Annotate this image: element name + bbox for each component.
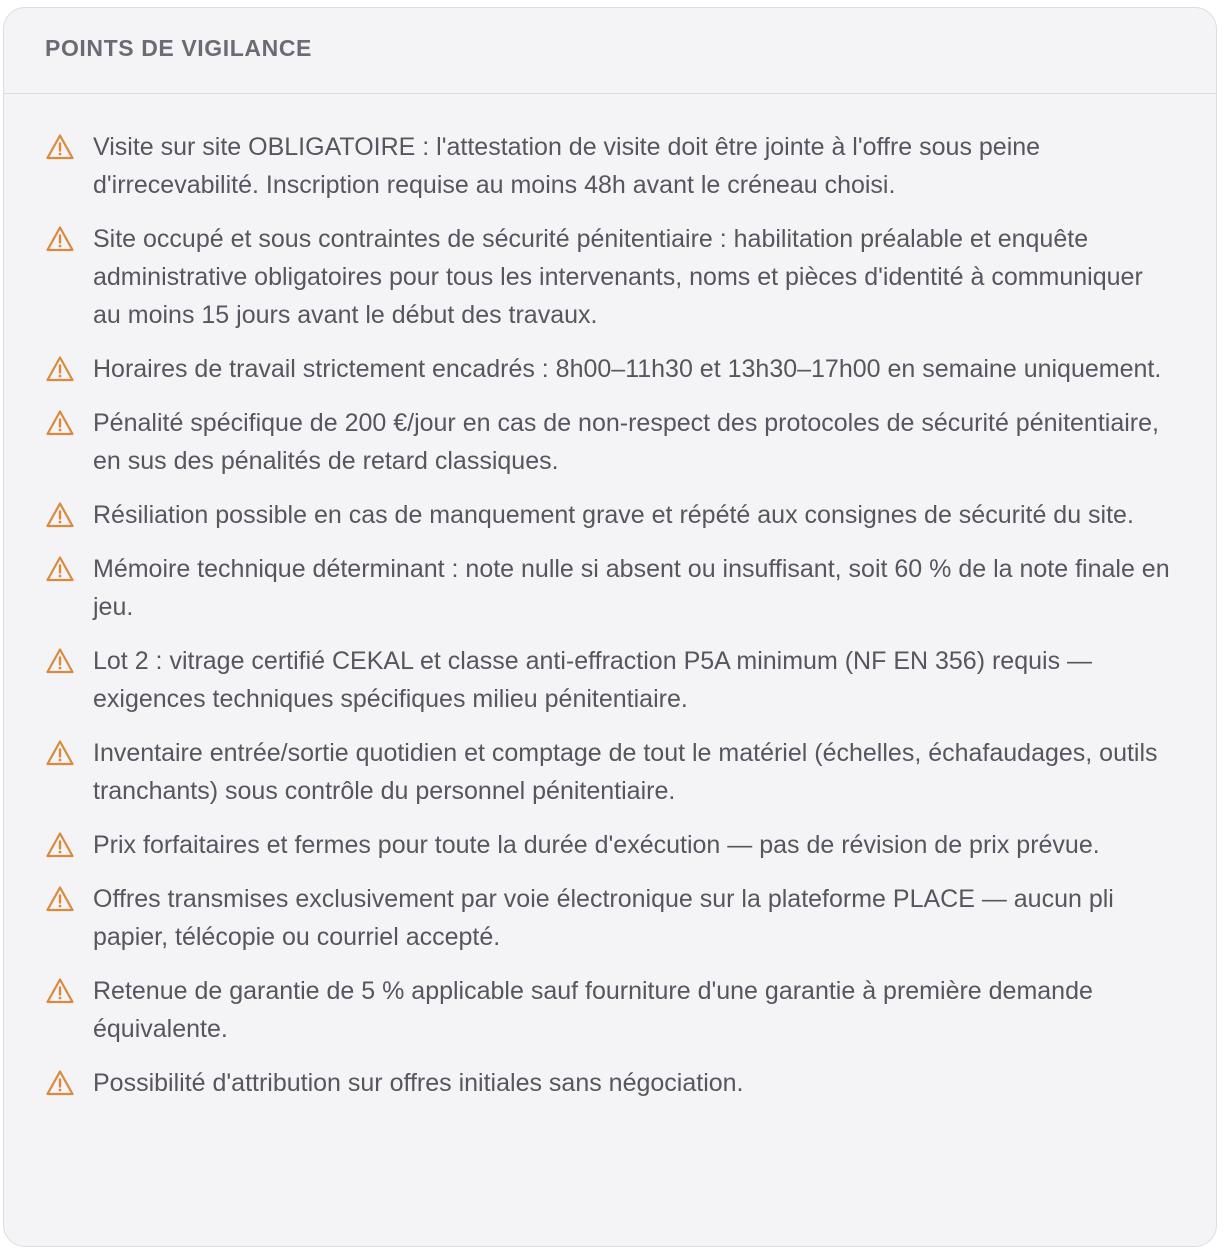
list-item-text: Horaires de travail strictement encadrés : 8h00–11h30 et 13h30–17h00 en semaine uniquement.: [93, 355, 1162, 383]
list-item: [45, 734, 1176, 810]
vigilance-list: [4, 94, 1216, 1102]
list-item-text: Mémoire technique déterminant : note nulle si absent ou insuffisant, soit 60 % de la note finale en jeu.: [93, 555, 1170, 621]
warning-icon: [45, 1068, 75, 1098]
warning-icon: [45, 132, 75, 162]
list-item: [45, 350, 1176, 388]
warning-icon: [45, 408, 75, 438]
list-item-text: Site occupé et sous contraintes de sécurité pénitentiaire : habilitation préalable et enquête administrative obligatoires pour tous les intervenants, noms et pièces d'identité à communiquer au moins 15 jours avant le début des travaux.: [93, 225, 1143, 329]
vigilance-panel: [3, 7, 1217, 1247]
list-item-text: Prix forfaitaires et fermes pour toute la durée d'exécution — pas de révision de prix prévue.: [93, 831, 1100, 859]
list-item: [45, 550, 1176, 626]
list-item: [45, 1064, 1176, 1102]
list-item: [45, 642, 1176, 718]
warning-icon: [45, 646, 75, 676]
list-item-text: Inventaire entrée/sortie quotidien et comptage de tout le matériel (échelles, échafaudages, outils tranchants) sous contrôle du personnel pénitentiaire.: [93, 739, 1158, 805]
warning-icon: [45, 884, 75, 914]
warning-icon: [45, 976, 75, 1006]
list-item-text: Visite sur site OBLIGATOIRE : l'attestation de visite doit être jointe à l'offre sous peine d'irrecevabilité. Inscription requise au moins 48h avant le créneau choisi.: [93, 133, 1041, 199]
list-item: [45, 404, 1176, 480]
list-item-text: Retenue de garantie de 5 % applicable sauf fourniture d'une garantie à première demande équivalente.: [93, 977, 1093, 1043]
warning-icon: [45, 500, 75, 530]
list-item: [45, 496, 1176, 534]
warning-icon: [45, 738, 75, 768]
list-item-text: Offres transmises exclusivement par voie électronique sur la plateforme PLACE — aucun pli papier, télécopie ou courriel accepté.: [93, 885, 1114, 951]
panel-header: [4, 8, 1216, 94]
warning-icon: [45, 224, 75, 254]
list-item: [45, 128, 1176, 204]
list-item-text: Lot 2 : vitrage certifié CEKAL et classe anti-effraction P5A minimum (NF EN 356) requis — exigences techniques spécifiques milieu pénitentiaire.: [93, 647, 1093, 713]
warning-icon: [45, 830, 75, 860]
list-item: [45, 220, 1176, 334]
list-item: [45, 880, 1176, 956]
list-item: [45, 972, 1176, 1048]
warning-icon: [45, 354, 75, 384]
warning-icon: [45, 554, 75, 584]
list-item: [45, 826, 1176, 864]
list-item-text: Possibilité d'attribution sur offres initiales sans négociation.: [93, 1069, 744, 1097]
list-item-text: Résiliation possible en cas de manquement grave et répété aux consignes de sécurité du site.: [93, 501, 1134, 529]
panel-title: POINTS DE VIGILANCE: [45, 35, 312, 61]
list-item-text: Pénalité spécifique de 200 €/jour en cas de non-respect des protocoles de sécurité pénitentiaire, en sus des pénalités de retard classiques.: [93, 409, 1159, 475]
